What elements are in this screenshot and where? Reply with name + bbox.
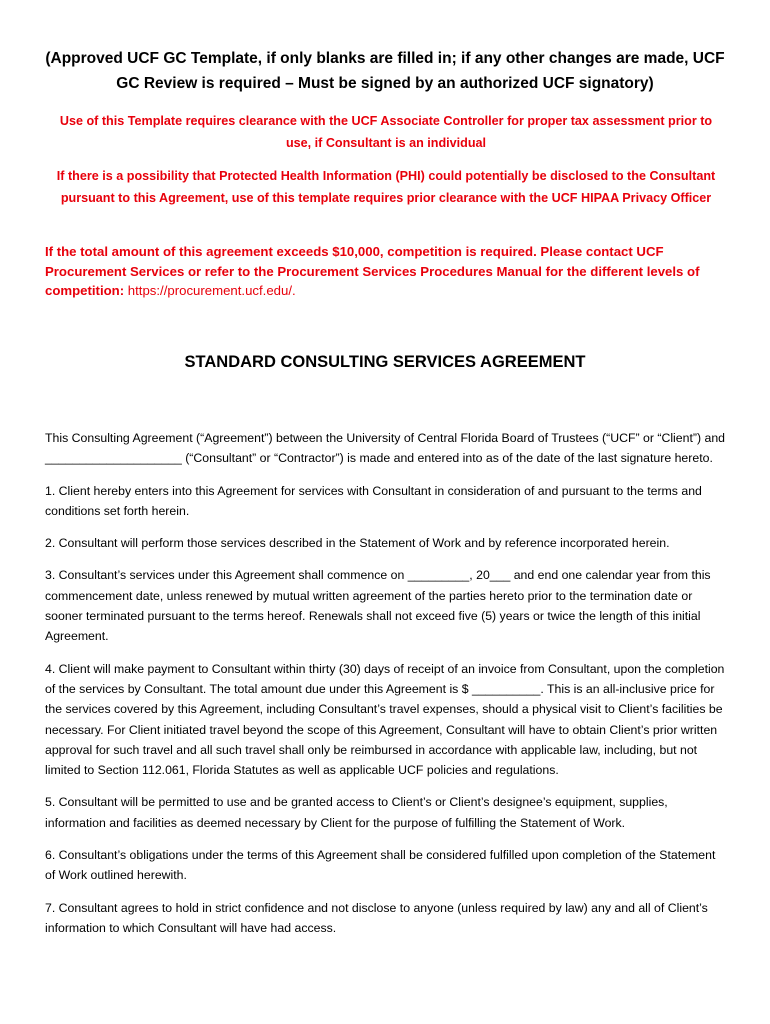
intro-paragraph: This Consulting Agreement (“Agreement”) between the University of Central Florida Board of Trustees (“UCF” or “Client”) and ____________________ (“Consultant” or “Contractor”) is made and entered into as of the date of the last signature hereto. <box>45 431 726 466</box>
clause-5: 5. Consultant will be permitted to use and be granted access to Client’s or Client’s designee’s equipment, supplies, information and facilities as deemed necessary by Client for the purpose of fulfilling the Statement of Work. <box>45 795 668 830</box>
clause-3: 3. Consultant’s services under this Agreement shall commence on _________, 20___ and end one calendar year from this commencement date, unless renewed by mutual written agreement of the parties hereto prior to the termination date or sooner terminated pursuant to the terms hereof. Renewals shall not exceed five (5) years or twice the length of this initial Agreement. <box>45 568 711 644</box>
agreement-body <box>45 428 727 950</box>
document-title: STANDARD CONSULTING SERVICES AGREEMENT <box>184 353 586 371</box>
competition-notice <box>45 242 735 301</box>
clause-2: 2. Consultant will perform those services described in the Statement of Work and by reference incorporated herein. <box>45 536 670 551</box>
procurement-link[interactable]: https://procurement.ucf.edu/. <box>127 283 296 298</box>
competition-notice-text: If the total amount of this agreement exceeds $10,000, competition is required. Please contact UCF Procurement Services or refer to the Procurement Services Procedures Manual for the different levels of competition: <box>45 244 700 298</box>
clause-1: 1. Client hereby enters into this Agreement for services with Consultant in consideration of and pursuant to the terms and conditions set forth herein. <box>45 483 702 518</box>
clause-6: 6. Consultant’s obligations under the terms of this Agreement shall be considered fulfilled upon completion of the Statement of Work outlined herewith. <box>45 848 716 883</box>
phi-clearance-notice: If there is a possibility that Protected Health Information (PHI) could potentially be disclosed to the Consultant pursuant to this Agreement, use of this template requires prior clearance with the UCF HIPAA Privacy Officer <box>56 169 716 205</box>
tax-clearance-notice: Use of this Template requires clearance with the UCF Associate Controller for proper tax assessment prior to use, if Consultant is an individual <box>59 114 713 150</box>
approval-header-note: (Approved UCF GC Template, if only blanks are filled in; if any other changes are made, UCF GC Review is required – Must be signed by an authorized UCF signatory) <box>45 50 725 92</box>
clause-4: 4. Client will make payment to Consultant within thirty (30) days of receipt of an invoice from Consultant, upon the completion of the services by Consultant. The total amount due under this Agreement is $ __________. This is an all-inclusive price for the services covered by this Agreement, including Consultant’s travel expenses, should a physical visit to Client’s facilities be necessary. For Client initiated travel beyond the scope of this Agreement, Consultant will have to obtain Client’s prior written approval for such travel and all such travel shall only be reimbursed in accordance with applicable law, including, but not limited to Section 112.061, Florida Statutes as well as applicable UCF policies and regulations. <box>45 661 725 778</box>
clause-7: 7. Consultant agrees to hold in strict confidence and not disclose to anyone (unless required by law) any and all of Client’s information to which Consultant will have had access. <box>45 900 708 935</box>
